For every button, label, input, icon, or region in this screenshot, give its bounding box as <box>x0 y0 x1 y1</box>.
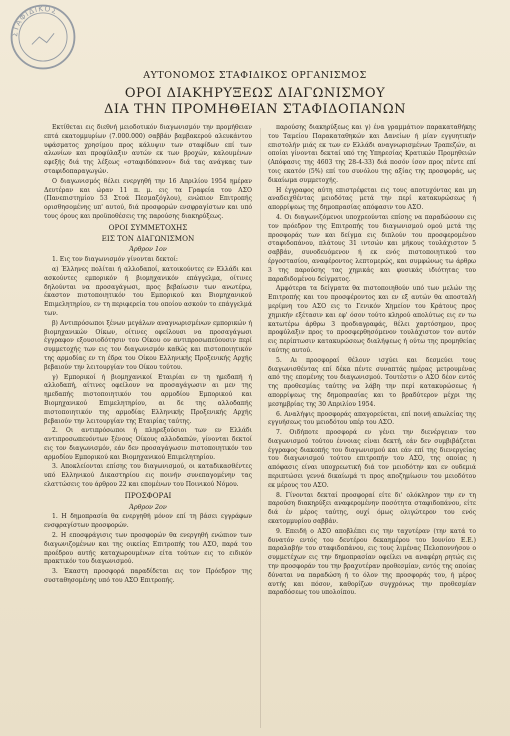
article-heading: Άρθρον 1ον <box>129 245 167 254</box>
section-heading: ΟΡΟΙ ΣΥΜΜΕΤΟΧΗΣ <box>108 222 188 232</box>
paragraph: Η έγγραφος αύτη επιστρέφεται εις τους αποτυχόντας και μη αναδειχθέντας μειοδότας μετά την περί κατακυρώσεως ή απορρίψεως της δημοπρασίας απόφασιν του ΑΣΟ. <box>268 186 476 212</box>
paragraph: 2. Η εποσφράγισις των προσφορών θα ενεργηθή ενώπιον των διαγωνιζομένων και της οικείας Επιτροπής του ΑΣΟ, παρά του προέδρου αυτής καταχωρουμένων είτα τούτων εις το ειδικόν πρακτικόν του διαγωνισμού. <box>44 532 252 566</box>
right-column <box>268 124 476 599</box>
paragraph: 2. Οι αντιπρόσωποι ή πληρεξούσιοι των εν Ελλάδι αντιπροσωπευόντων ξένους Οίκους αλλοδαπών, γίνονται δεκτοί εις τον διαγωνισμόν, εάν δεν προσαγάγωσιν πιστοποιητικόν του αρμοδίου Εμπορικού και Βιομηχανικού Επιμελητηρίου. <box>44 427 252 461</box>
paragraph: 5. Αι προσφοραί θέλουν ισχύει και δεσμεύει τους διαγωνισθέντας επί δέκα πέντε συναπτάς ημέρας μετρουμένας από της επομένης του διαγωνισμού. Τουτέστιν ο ΑΣΟ δέον εντός της προθεσμίας ταύτης να λάβη την περί κατακυρώσεως ή απορρίψεως της δημοπρασίας και το βραδύτερον μέχρι της μεσημβρίας της 30 Απριλίου 1954. <box>268 356 476 408</box>
paragraph: β) Αντιπρόσωποι ξένων μεγάλων αναγνωρισμένων εμπορικών ή βιομηχανικών Οίκων, οίτινες οφείλουσι να προσαγάγωσι έγγραφον εξουσιοδότησιν του Οίκου ον αντιπροσωπεύουσιν περί συμμετοχής των εις τον διαγωνισμόν καθώς και πιστοποιητικόν της αρμοδίας εν τη έδρα του Οίκου Ελληνικής Προξενικής Αρχής βεβαιούν την λειτουργίαν του Οίκου τούτου. <box>44 319 252 371</box>
paragraph: 3. Αποκλείονται επίσης του διαγωνισμού, οι καταδικασθέντες υπό Ελληνικού Δικαστηρίου εις ποινήν συνεπαγομένην τας ελαττώσεις του άρθρου 22 και επομένων του Ποινικού Νόμου. <box>44 463 252 489</box>
paragraph: παρούσης διακηρύξεως και γ) ένα γραμμάτιον παρακαταθήκης του Ταμείου Παρακαταθηκών και Δανείων ή μίαν εγγυητικήν επιστολήν μιάς εκ των εν Ελλάδι αναγνωρισμένων Τραπεζών, αι οποίαι γίνονται δεκταί υπό της Υπηρεσίας Κρατικών Προμηθειών (Απόφασις της 4603 της 28-4-33) διά ποσόν ίσον προς πέντε επί τοις εκατόν (5%) επί του συνόλου της αξίας της προσφοράς, ως δικαίωμα συμμετοχής. <box>268 124 476 184</box>
organization-name: ΑΥΤΟΝΟΜΟΣ ΣΤΑΦΙΔΙΚΟΣ ΟΡΓΑΝΙΣΜΟΣ <box>143 70 367 81</box>
left-column <box>44 124 252 587</box>
paragraph: 9. Επειδή ο ΑΣΟ αποβλέπει εις την ταχυτέραν (την κατά το δυνατόν εντός του δευτέρου δεκαημέρου του Ιουνίου Ε.Ε.) παραλαβήν του σταφιδοπάνου, εις τους λιμένας Πελοποννήσου ο συμμετέχων εις την δημοπρασίαν οφείλει να αναφέρη ρητώς εις την προσφοράν του την βραχυτέραν προθεσμίαν, εντός της οποίας δύναται να παραδώση ή το όλον της προσφοράς του, ή μέρος αυτής και πόσον, καθορίζων συγχρόνως την προθεσμίαν παραδόσεως του υπολοίπου. <box>268 527 476 597</box>
column-divider <box>260 128 261 728</box>
seal-stamp-icon <box>6 0 80 74</box>
page-title-line1: ΟΡΟΙ ΔΙΑΚΗΡΥΞΕΩΣ ΔΙΑΓΩΝΙΣΜΟΥ <box>124 86 386 101</box>
article-heading: Άρθρον 2ον <box>129 502 167 511</box>
section-heading: ΕΙΣ ΤΟΝ ΔΙΑΓΩΝΙΣΜΟΝ <box>101 233 195 243</box>
paragraph: 6. Αναλήψις προσφοράς απαγορεύεται, επί ποινή απωλείας της εγγυήσεως του μειοδότου υπέρ του ΑΣΟ. <box>268 410 476 427</box>
page-title-line2: ΔΙΑ ΤΗΝ ΠΡΟΜΗΘΕΙΑΝ ΣΤΑΦΙΔΟΠΑΝΩΝ <box>104 102 406 117</box>
paragraph: γ) Εμπορικοί ή βιομηχανικοί Εταιρίαι εν τη ημεδαπή ή αλλοδαπή, αίτινες οφείλουν να προσαγάγωσιν αι μεν της ημεδαπής πιστοποιητικόν του αρμοδίου Εμπορικού και Βιομηχανικού Επιμελητηρίου, αι δε της αλλοδαπής πιστοποιητικόν της αρμοδίας Ελληνικής Προξενικής Αρχής βεβαιούν την λειτουργίαν της Εταιρίας ταύτης. <box>44 373 252 425</box>
paragraph: Ο διαγωνισμός θέλει ενεργηθή την 16 Απριλίου 1954 ημέραν Δευτέραν και ώραν 11 π. μ. εις τα Γραφεία του ΑΣΟ (Πανεπιστημίου 53 Στοά Πεσμαζόγλου), ενώπιον Επιτροπής ορισθησομένης υπ' αυτού, διά προσφορών ενσφραγίστων και υπό τους όρους και προϋποθέσεις της παρούσης διακηρύξεως. <box>44 177 252 220</box>
paragraph: 8. Γίνονται δεκταί προσφοραί είτε δι' ολόκληρον την εν τη παρούση διακηρύξει αναφερομένην ποσότητα σταφιδοπάνου, είτε διά έν μέρος ταύτης, ουχί όμως ολιγώτερον του ενός εκατομμυρίου σαββάν. <box>268 491 476 526</box>
paragraph: 7. Οιδήποτε προσφορά εν γένει την διενέργειαν του διαγωνισμού τούτου έννοιας είναι δεκτή, εάν δεν συμβιβάζεται έγγραφος διακοπής του διαγωνισμού και εάν επί της διενεργείας του διαγωνισμού τούτου επιτροπήν του ΑΣΟ, της οποίας η απόφασις είναι υποχρεωτική διά τον μειοδότην και εν ουδεμιά περιπτώσει γεννά δικαίωμά τι προς αποζημίωσιν του μειοδότου εκ μέρους του ΑΣΟ. <box>268 429 476 489</box>
section-heading: ΠΡΟΣΦΟΡΑΙ <box>124 490 172 500</box>
paragraph: Εκτίθεται εις διεθνή μειοδοτικόν διαγωνισμόν την προμήθειαν επτά εκατομμυρίων (7.000.000) σαββάν βαμβακερού αλευκάντου υφάσματος χρησίμου προς κάλυψιν των σταφίδων επί των αλωνίων και προφύλαξιν αυτών εκ των βροχών, καλουμένων εφεξής διά της λέξεως «σταφιδόπανον» διά τας ανάγκας των σταφιδοπαραγωγών. <box>44 124 252 175</box>
paragraph: α) Έλληνες πολίται ή αλλοδαποί, κατοικούντες εν Ελλάδι και ασκούντες εμπορικόν ή βιομηχανικόν επάγγελμα, οίτινες δηλούνται να προσαγάγωσι, προς βεβαίωσιν των ανωτέρω, έκαστον πιστοποιητικόν του Εμπορικού και Βιομηχανικού Επιμελητηρίου, εν τη περιφερεία του οποίου ασκούν το επάγγελμά των. <box>44 265 252 317</box>
paragraph: 1. Η δημοπρασία θα ενεργηθή μόνον επί τη βάσει εγγράφων ενσφραγίστων προσφορών. <box>44 513 252 530</box>
svg-text:ΣΤΑΦΙΔΙΚΟΣ: ΣΤΑΦΙΔΙΚΟΣ <box>9 3 59 38</box>
paragraph: 1. Εις τον διαγωνισμόν γίνονται δεκτοί: <box>52 256 178 264</box>
paragraph: 3. Έκαστη προσφορά παραδίδεται εις τον Πρόεδρον της συσταθησομένης υπό του ΑΣΟ Επιτροπής. <box>44 568 252 585</box>
paragraph: Αμφότερα τα δείγματα θα πιστοποιηθούν υπό των μελών της Επιτροπής και του προσφέροντος και εν εξ αυτών θα αποσταλή μερίμνη του ΑΣΟ εις το Γενικόν Χημείον του Κράτους προς χημικήν εξέτασιν και εφ' όσον τούτο κληρού απολύτως εις εν τω κατωτέρω άρθρω 3 προδιαγραφάς, θέλει χαρτόσημον, προς προφύλαξιν προς το προσφερθησόμενον τουλάχιστον τον αυτόν εις περίπτωσιν κατακυρώσεως διαλήψεως ή ούτω της προμηθείας ταύτης αυτού. <box>268 285 476 354</box>
paragraph: 4. Οι διαγωνιζόμενοι υποχρεούνται επίσης να παραδώσουν εις τον πρόεδρον της Επιτροπής του διαγωνισμού ομού μετά της προσφοράς των και δείγμα εις διπλούν του προσφερομένου σταφιδοπάνου, πλάτους 31 ιντσών και μήκους τουλάχιστον 5 σαββάν, συνοδευόμενον ή εκ ενός πιστοποιητικού του έργοστασίου, αναφέροντος λεπτομερώς, και συμφώνως τω άρθρω 3 της παρούσης τας χημικάς και φυσικάς ιδιότητας του παραδιδομένου δείγματος. <box>268 213 476 283</box>
